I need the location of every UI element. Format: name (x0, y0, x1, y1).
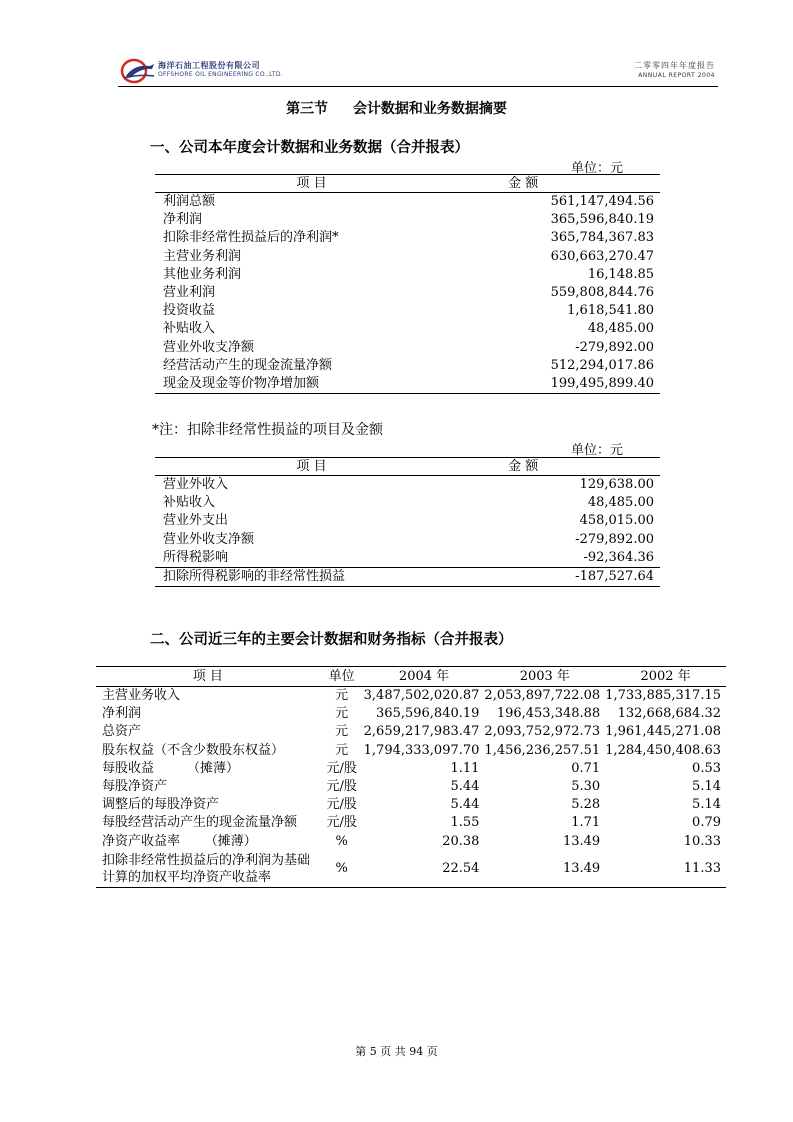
table-row (155, 193, 660, 212)
value-2004: 3,487,502,020.87 (363, 688, 480, 703)
column-header-item: 项 目 (155, 175, 468, 193)
row-unit: 元 (335, 706, 349, 722)
row-label: 每股经营活动产生的现金流量净额 (102, 815, 298, 831)
value-2003: 0.71 (571, 760, 601, 776)
row-label: 营业外收支净额 (163, 531, 255, 547)
row-value: 561,147,494.56 (550, 194, 654, 209)
value-2003: 1.71 (571, 815, 601, 831)
row-label: 主营业务收入 (102, 688, 181, 703)
row-label: 投资收益 (163, 303, 216, 319)
table-header-row (155, 458, 660, 476)
value-2002: 5.14 (692, 797, 721, 813)
report-title-en: ANNUAL REPORT 2004 (638, 72, 715, 79)
table-header-row (155, 175, 660, 193)
row-value: 129,638.00 (579, 477, 654, 492)
note-heading: *注：扣除非经常性损益的项目及金额 (152, 422, 383, 438)
table-header-row (96, 667, 726, 687)
row-unit: 元/股 (326, 760, 357, 776)
row-label: 股东权益（不含少数股东权益） (102, 742, 285, 758)
row-label: 经营活动产生的现金流量净额 (163, 357, 333, 373)
row-value: 16,148.85 (587, 266, 654, 282)
row-value: -92,364.36 (583, 549, 654, 565)
table-row (155, 248, 660, 266)
column-header-amount: 金 额 (468, 175, 660, 193)
row-unit: 元 (335, 688, 349, 703)
non-recurring-items-table (155, 457, 660, 587)
value-2003: 5.28 (571, 797, 601, 813)
table-row (96, 742, 726, 760)
row-unit: 元/股 (326, 815, 357, 831)
value-2004: 2,659,217,983.47 (363, 724, 480, 740)
row-value: 559,808,844.76 (550, 285, 654, 301)
table-row (155, 320, 660, 338)
part2-heading: 二、公司近三年的主要会计数据和财务指标（合并报表） (150, 631, 513, 648)
table-row (96, 760, 726, 778)
row-value: 512,294,017.86 (550, 357, 654, 373)
table-row (155, 357, 660, 375)
value-2003: 5.30 (571, 779, 601, 795)
row-label: 扣除非经常性损益后的净利润* (163, 230, 339, 246)
value-2004: 22.54 (364, 851, 485, 888)
report-title-cn: 二零零四年年度报告 (634, 61, 715, 70)
value-2003: 2,053,897,722.08 (484, 688, 601, 703)
row-value: 48,485.00 (587, 321, 654, 337)
value-2004: 1,794,333,097.70 (363, 742, 480, 758)
table-row (155, 512, 660, 530)
value-2003: 196,453,348.88 (496, 706, 601, 722)
value-2003: 2,093,752,972.73 (484, 724, 601, 740)
column-header-2002: 2002 年 (605, 667, 726, 687)
table-row (155, 339, 660, 357)
row-value: 365,596,840.19 (550, 212, 654, 228)
table-row (96, 851, 726, 888)
table-row (155, 531, 660, 549)
table-row (155, 568, 660, 587)
row-value: -279,892.00 (575, 339, 654, 355)
row-label: 扣除非经常性损益后的净利润为基础计算的加权平均净资产收益率 (96, 851, 320, 888)
row-value: -187,527.64 (468, 568, 660, 587)
value-2002: 1,284,450,408.63 (605, 742, 721, 758)
value-2004: 20.38 (442, 833, 480, 849)
row-label: 净资产收益率 （摊薄） (102, 833, 257, 849)
value-2002: 0.79 (692, 815, 721, 831)
section-number: 第三节 (286, 101, 329, 117)
page-number: 第 5 页 共 94 页 (355, 1045, 438, 1058)
part1-unit: 单位：元 (571, 161, 624, 176)
table-row (96, 778, 726, 796)
column-header-item: 项 目 (155, 458, 468, 476)
value-2004: 1.11 (450, 760, 480, 776)
row-label: 现金及现金等价物净增加额 (155, 375, 468, 394)
row-label: 主营业务利润 (163, 248, 242, 264)
table-row (155, 549, 660, 568)
table-row (96, 687, 726, 706)
row-unit: 元/股 (326, 797, 357, 813)
row-value: 199,495,899.40 (468, 375, 660, 394)
value-2002: 10.33 (683, 833, 721, 849)
row-label: 所得税影响 (163, 549, 229, 565)
table-row (155, 494, 660, 512)
row-label: 总资产 (102, 724, 142, 740)
row-unit: 元/股 (326, 779, 357, 795)
table-row (96, 723, 726, 741)
value-2004: 5.44 (450, 779, 480, 795)
company-name-cn: 海洋石油工程股份有限公司 (158, 61, 260, 70)
three-year-summary-table (96, 666, 726, 888)
row-value: 1,618,541.80 (567, 303, 654, 319)
section-name: 会计数据和业务数据摘要 (352, 101, 507, 117)
value-2003: 13.49 (484, 851, 605, 888)
row-label: 调整后的每股净资产 (102, 797, 220, 813)
row-label: 营业外收支净额 (163, 339, 255, 355)
row-value: 630,663,270.47 (550, 248, 654, 264)
current-year-data-table (155, 174, 660, 394)
section-title (0, 98, 793, 118)
row-value: 458,015.00 (579, 513, 654, 529)
table-row (96, 796, 726, 814)
row-unit: 元 (335, 724, 349, 740)
table-row (155, 284, 660, 302)
row-label: 补贴收入 (163, 321, 216, 337)
row-unit: 元 (335, 742, 349, 758)
row-label: 每股净资产 (102, 779, 168, 795)
column-header-item: 项 目 (96, 667, 320, 687)
row-label: 净利润 (163, 212, 203, 228)
row-label: 其他业务利润 (163, 266, 242, 282)
table-row (96, 833, 726, 851)
part1-heading: 一、公司本年度会计数据和业务数据（合并报表） (150, 139, 469, 156)
company-logo-icon (120, 56, 156, 84)
row-label: 营业外支出 (163, 513, 229, 529)
table-row (96, 705, 726, 723)
row-label: 利润总额 (163, 194, 216, 209)
table-row (155, 266, 660, 284)
row-label: 净利润 (102, 706, 142, 722)
value-2002: 11.33 (605, 851, 726, 888)
value-2004: 365,596,840.19 (376, 706, 480, 722)
table-row (96, 814, 726, 832)
table-row (155, 211, 660, 229)
value-2002: 0.53 (692, 760, 721, 776)
column-header-2003: 2003 年 (484, 667, 605, 687)
column-header-2004: 2004 年 (364, 667, 485, 687)
value-2002: 132,668,684.32 (617, 706, 721, 722)
value-2003: 1,456,236,257.51 (484, 742, 601, 758)
row-unit: % (320, 851, 364, 888)
value-2002: 5.14 (692, 779, 721, 795)
row-label: 营业利润 (163, 285, 216, 301)
row-unit: % (335, 833, 348, 849)
row-label: 每股收益 （摊薄） (102, 760, 240, 776)
value-2004: 5.44 (450, 797, 480, 813)
row-label: 扣除所得税影响的非经常性损益 (155, 568, 468, 587)
header-divider (118, 86, 718, 87)
row-label: 补贴收入 (163, 495, 216, 511)
value-2002: 1,733,885,317.15 (605, 688, 721, 703)
company-name-en: OFFSHORE OIL ENGINEERING CO.,LTD. (158, 71, 284, 78)
value-2003: 13.49 (562, 833, 601, 849)
column-header-amount: 金 额 (468, 458, 660, 476)
row-value: 365,784,367.83 (550, 230, 654, 246)
row-value: 48,485.00 (587, 495, 654, 511)
row-value: -279,892.00 (575, 531, 654, 547)
table-row (155, 302, 660, 320)
table-row (155, 375, 660, 394)
note-unit: 单位：元 (571, 443, 624, 458)
table-row (155, 476, 660, 495)
table-row (155, 229, 660, 247)
value-2002: 1,961,445,271.08 (605, 724, 721, 740)
row-label: 营业外收入 (163, 477, 229, 492)
column-header-unit: 单位 (320, 667, 364, 687)
value-2004: 1.55 (450, 815, 480, 831)
